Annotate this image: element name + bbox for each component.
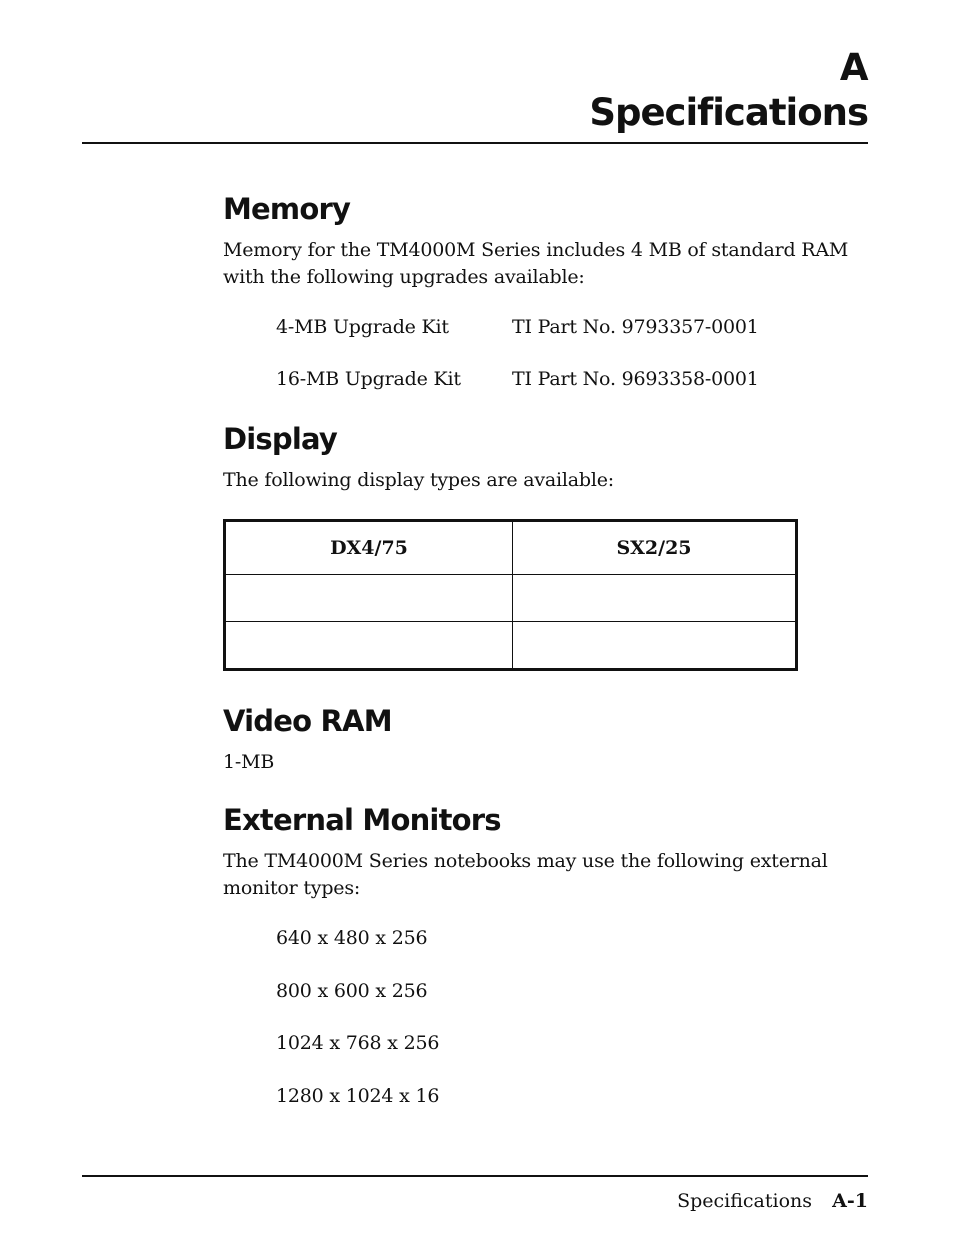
column-header: DX4/75 <box>225 521 513 575</box>
kit-part-number: TI Part No. 9693358-0001 <box>512 368 759 390</box>
video-ram-value: 1-MB <box>223 751 275 773</box>
table-cell <box>225 622 513 670</box>
table-cell <box>513 575 797 622</box>
kit-name: 4-MB Upgrade Kit <box>276 316 449 338</box>
chapter-title: Specifications <box>589 91 868 134</box>
table-row <box>225 575 797 622</box>
kit-part-number: TI Part No. 9793357-0001 <box>512 316 759 338</box>
external-monitors-heading: External Monitors <box>223 803 501 837</box>
monitor-type: 1280 x 1024 x 16 <box>276 1085 440 1107</box>
footer-rule <box>82 1175 868 1177</box>
monitor-type: 1024 x 768 x 256 <box>276 1032 440 1054</box>
column-header: SX2/25 <box>513 521 797 575</box>
header-rule <box>82 142 868 144</box>
table-cell <box>225 575 513 622</box>
table-header-row <box>225 521 797 575</box>
table-cell <box>513 622 797 670</box>
external-monitors-intro: The TM4000M Series notebooks may use the following external monitor types: <box>223 850 828 899</box>
video-ram-heading: Video RAM <box>223 704 392 738</box>
chapter-letter: A <box>839 46 868 89</box>
display-intro: The following display types are available: <box>223 469 614 491</box>
memory-intro: Memory for the TM4000M Series includes 4 MB of standard RAM with the following upgrades available: <box>223 239 849 288</box>
monitor-type: 800 x 600 x 256 <box>276 980 428 1002</box>
display-heading: Display <box>223 422 337 456</box>
footer-section-label: Specifications <box>677 1190 812 1212</box>
footer-page-number: A-1 <box>832 1190 868 1212</box>
kit-name: 16-MB Upgrade Kit <box>276 368 461 390</box>
memory-heading: Memory <box>223 192 351 226</box>
display-types-table <box>223 519 798 671</box>
monitor-type: 640 x 480 x 256 <box>276 927 428 949</box>
table-row <box>225 622 797 670</box>
